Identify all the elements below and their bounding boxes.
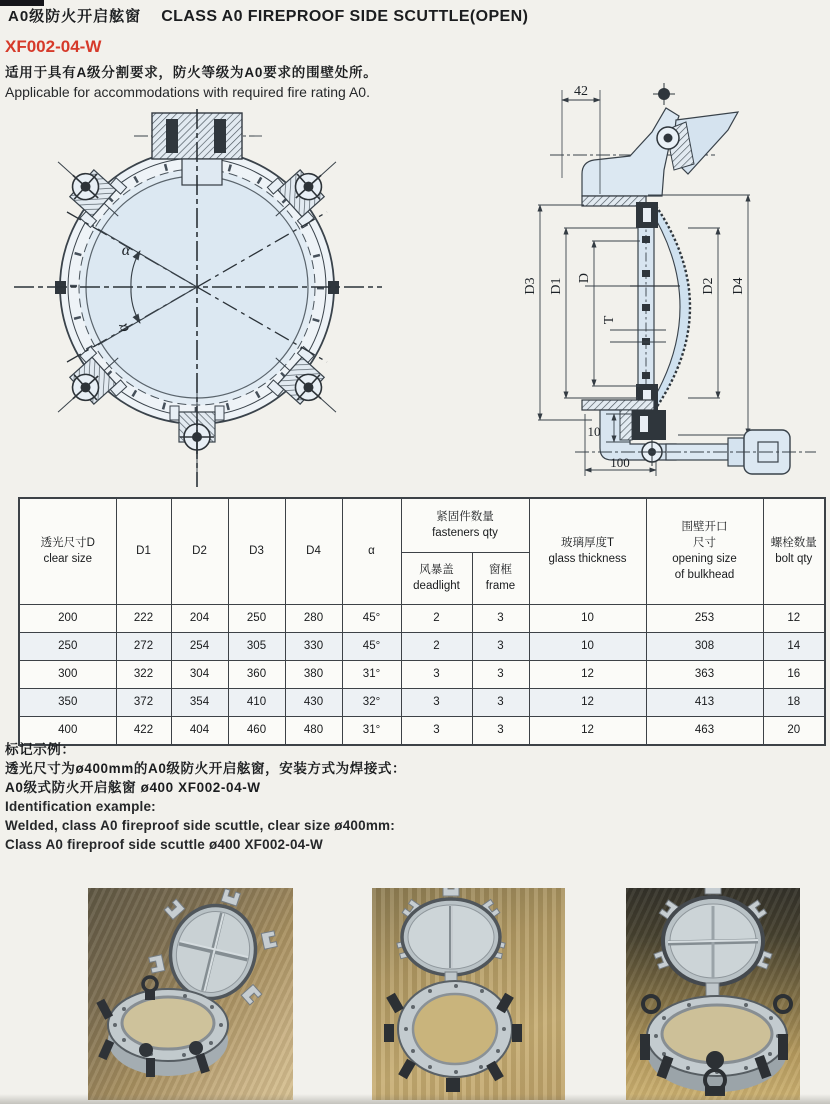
cell: 2 [401,604,472,632]
cell: 322 [116,660,171,688]
ident-label-en: Identification example: [5,799,156,814]
dim-d-label: D [577,272,592,284]
cell: 300 [19,660,116,688]
col-header-frame [472,552,529,604]
col-header-glass [529,498,646,604]
cell: 14 [763,632,825,660]
cell: 222 [116,604,171,632]
col-header-deadlight-zh: 风暴盖 [419,563,454,576]
cell: 204 [171,604,228,632]
frame-ring [384,981,522,1092]
page-title [8,5,528,26]
product-photo-open-angled [88,888,293,1100]
cell: 12 [529,716,646,745]
col-header-glass-zh: 玻璃厚度T [560,537,615,550]
scan-artifact-bottom [0,1094,830,1104]
table-row [19,660,825,688]
ident-label-zh: 标记示例： [5,742,76,757]
col-header-deadlight [401,552,472,604]
hinge-tab [706,983,719,997]
frame-ring [640,996,791,1096]
col-header-glass-en: glass thickness [548,553,627,566]
frame-section [630,200,690,414]
cell: 308 [646,632,763,660]
cell: 354 [171,688,228,716]
col-header-deadlight-en: deadlight [413,580,460,592]
dim-10-label: 10 [587,424,601,439]
col-header-fasteners-zh: 紧固件数量 [436,511,494,524]
product-photo-open-top [372,888,565,1100]
cell: 12 [763,604,825,632]
cell: 463 [646,716,763,745]
dim-42-label: 42 [574,84,588,99]
lifting-eye [143,977,157,991]
col-header-frame-en: frame [485,580,516,592]
identification-block [5,740,406,854]
col-header-frame-zh: 窗框 [489,563,512,576]
cell: 422 [116,716,171,745]
cell: 360 [228,660,285,688]
cell: 400 [19,716,116,745]
cell: 305 [228,632,285,660]
col-header-fasteners [401,498,529,552]
cell: 410 [228,688,285,716]
dim-d4-label: D4 [731,277,746,295]
col-header-bolt-zh: 螺栓数量 [770,537,817,550]
deadlight-lid [654,888,772,985]
col-header-opening-zh: 围壁开口 [681,521,728,534]
cell: 304 [171,660,228,688]
cell: 18 [763,688,825,716]
cell: 45° [342,632,401,660]
model-code: XF002-04-W [5,37,102,56]
cell: 254 [171,632,228,660]
cell: 12 [529,688,646,716]
cell: 3 [472,632,529,660]
cell: 3 [401,660,472,688]
cell: 413 [646,688,763,716]
cell: 16 [763,660,825,688]
description-en: Applicable for accommodations with required fire rating A0. [5,84,370,100]
ident-line6-en: Class A0 fireproof side scuttle ø400 XF002-04-W [5,837,324,852]
product-photo-open-front [626,888,800,1100]
ident-line5-en: Welded, class A0 fireproof side scuttle, clear size ø400mm: [5,818,395,833]
lifting-eye-left [643,996,659,1012]
ident-line3-zh: A0级式防火开启舷窗 ø400 XF002-04-W [5,780,261,795]
table-row [19,688,825,716]
cell: 363 [646,660,763,688]
col-header-alpha: α [342,498,401,604]
description-zh: 适用于具有A级分割要求，防火等级为A0要求的围壁处所。 [5,65,378,80]
alpha-label-lower: α [113,320,133,336]
deadlight-lid [397,888,505,975]
cell: 250 [228,604,285,632]
cell: 430 [285,688,342,716]
cell: 32° [342,688,401,716]
cell: 3 [472,660,529,688]
cell: 272 [116,632,171,660]
page-title-zh: A0级防火开启舷窗 [8,8,142,25]
spec-table [18,497,826,746]
cell: 253 [646,604,763,632]
cell: 31° [342,716,401,745]
cell: 3 [401,716,472,745]
cell: 350 [19,688,116,716]
cell: 372 [116,688,171,716]
col-header-fasteners-en: fasteners qty [432,527,498,540]
col-header-d1: D1 [116,498,171,604]
front-view-drawing [10,103,420,493]
cell: 31° [342,660,401,688]
alpha-label-upper: α [121,242,131,259]
col-header-opening-en2: of bulkhead [674,569,735,582]
col-header-clear-size-en: clear size [43,553,93,566]
dim-100-label: 100 [610,455,630,470]
col-header-opening-zh2: 尺寸 [693,537,716,550]
cell: 10 [529,632,646,660]
cell: 12 [529,660,646,688]
col-header-opening [646,498,763,604]
side-view-drawing [480,78,830,488]
cell: 3 [472,688,529,716]
col-header-bolt-en: bolt qty [775,553,813,566]
wing-nut [706,1051,724,1069]
cell: 3 [401,688,472,716]
cell: 10 [529,604,646,632]
page-title-en: CLASS A0 FIREPROOF SIDE SCUTTLE(OPEN) [161,8,529,25]
cell: 404 [171,716,228,745]
col-header-d2: D2 [171,498,228,604]
col-header-clear-size-zh: 透光尺寸D [40,537,95,550]
cell: 480 [285,716,342,745]
cell: 20 [763,716,825,745]
cell: 3 [472,716,529,745]
ident-line2-zh: 透光尺寸为ø400mm的A0级防火开启舷窗，安装方式为焊接式： [5,761,407,776]
col-header-d3: D3 [228,498,285,604]
cell: 330 [285,632,342,660]
lifting-eye-right [775,996,791,1012]
table-row [19,604,825,632]
cell: 460 [228,716,285,745]
dim-d2-label: D2 [701,277,716,295]
col-header-clear-size [19,498,116,604]
cell: 250 [19,632,116,660]
col-header-d4: D4 [285,498,342,604]
cell: 380 [285,660,342,688]
col-header-opening-en: opening size [672,553,737,566]
dim-d1-label: D1 [549,277,564,295]
table-row [19,632,825,660]
dim-d3-label: D3 [523,277,538,295]
cell: 3 [472,604,529,632]
col-header-bolt [763,498,825,604]
cell: 45° [342,604,401,632]
dim-t-label: T [602,315,617,325]
cell: 2 [401,632,472,660]
cell: 200 [19,604,116,632]
cell: 280 [285,604,342,632]
